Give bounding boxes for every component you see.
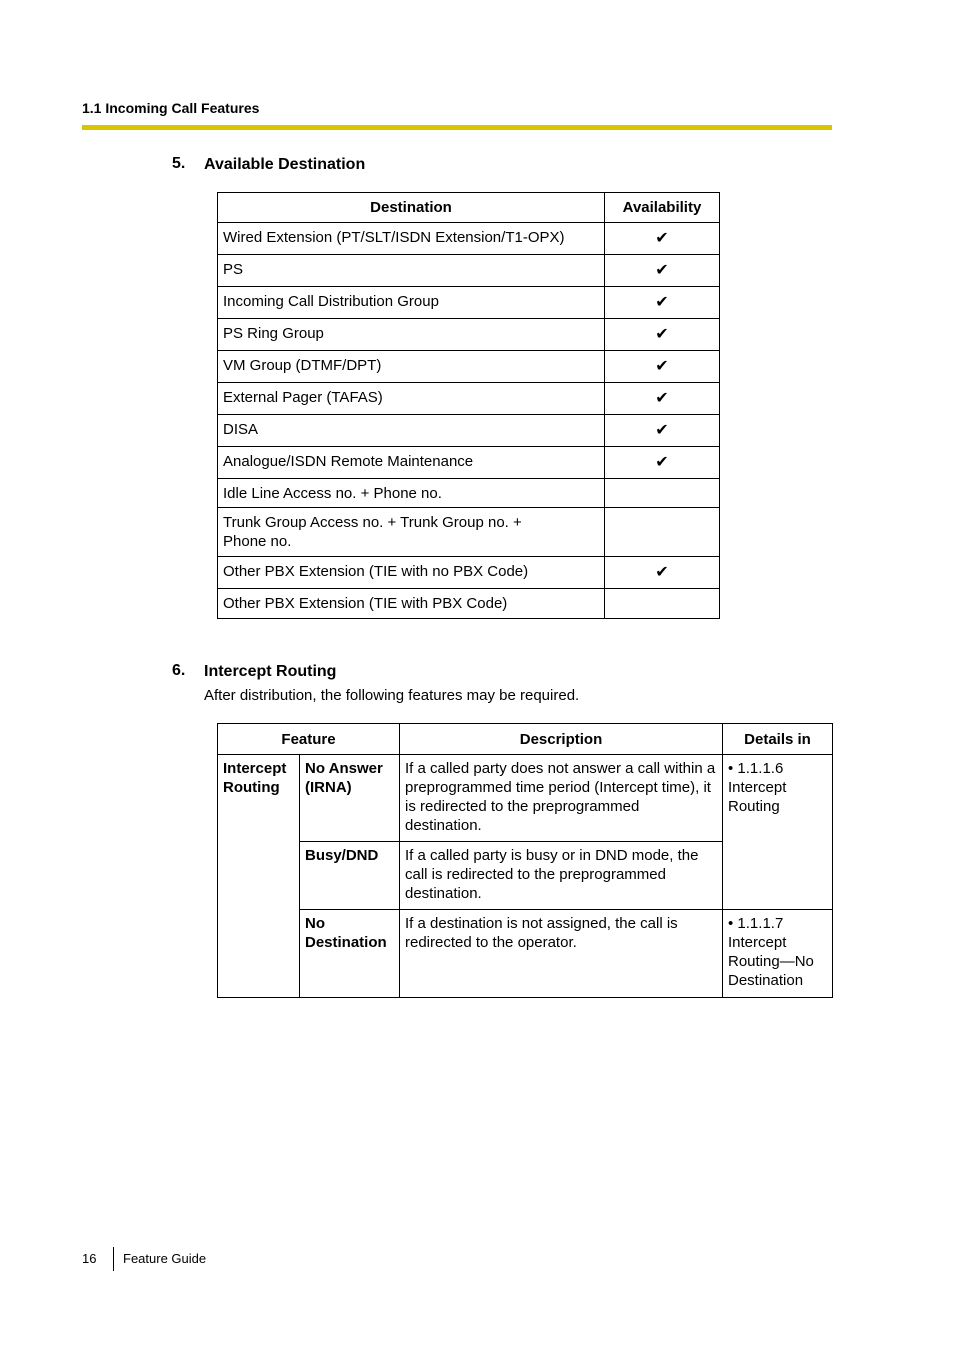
- destination-cell: DISA: [218, 415, 605, 447]
- details-cell: • 1.1.1.6 Intercept Routing: [723, 755, 833, 910]
- column-header-availability: Availability: [605, 193, 720, 223]
- table-row: [218, 447, 720, 479]
- destination-cell: Incoming Call Distribution Group: [218, 287, 605, 319]
- description-cell: If a destination is not assigned, the call is redirected to the operator.: [400, 910, 723, 998]
- subfeature-cell: Busy/DND: [300, 842, 400, 910]
- section-5-title: Available Destination: [204, 156, 366, 173]
- availability-check-icon: ✔: [605, 255, 720, 287]
- intercept-routing-table: [217, 723, 833, 998]
- section-6-intro: After distribution, the following features may be required.: [204, 687, 580, 704]
- destination-cell: Other PBX Extension (TIE with no PBX Code): [218, 557, 605, 589]
- destination-cell: External Pager (TAFAS): [218, 383, 605, 415]
- running-header: 1.1 Incoming Call Features: [82, 100, 260, 116]
- feature-group-cell: Intercept Routing: [218, 755, 300, 998]
- page-number: 16: [82, 1251, 97, 1266]
- availability-check-icon: ✔: [605, 383, 720, 415]
- footer-divider: [113, 1247, 114, 1271]
- table-row: [218, 255, 720, 287]
- destination-cell: PS: [218, 255, 605, 287]
- destination-cell: Other PBX Extension (TIE with PBX Code): [218, 589, 605, 619]
- availability-check-icon: ✔: [605, 351, 720, 383]
- availability-cell: [605, 508, 720, 557]
- availability-check-icon: ✔: [605, 287, 720, 319]
- details-cell: • 1.1.1.7 Intercept Routing—No Destination: [723, 910, 833, 998]
- table-row: [218, 508, 720, 557]
- availability-check-icon: ✔: [605, 319, 720, 351]
- availability-check-icon: ✔: [605, 415, 720, 447]
- table-row: [218, 415, 720, 447]
- section-6-number: 6.: [172, 662, 186, 679]
- section-6-title: Intercept Routing: [204, 663, 337, 680]
- table-row: [218, 319, 720, 351]
- column-header-feature: Feature: [218, 724, 400, 755]
- destination-cell: Analogue/ISDN Remote Maintenance: [218, 447, 605, 479]
- destination-cell: Wired Extension (PT/SLT/ISDN Extension/T1-OPX): [218, 223, 605, 255]
- availability-cell: [605, 479, 720, 508]
- section-5-number: 5.: [172, 155, 186, 172]
- subfeature-cell: No Destination: [300, 910, 400, 998]
- available-destination-table: [217, 192, 720, 619]
- availability-check-icon: ✔: [605, 223, 720, 255]
- availability-check-icon: ✔: [605, 557, 720, 589]
- column-header-details: Details in: [723, 724, 833, 755]
- subfeature-cell: No Answer (IRNA): [300, 755, 400, 842]
- destination-cell: PS Ring Group: [218, 319, 605, 351]
- footer-title: Feature Guide: [123, 1251, 207, 1266]
- description-cell: If a called party does not answer a call within a preprogrammed time period (Intercept time), it is redirected to the preprogrammed destination.: [400, 755, 723, 842]
- destination-cell: Trunk Group Access no. + Trunk Group no. + Phone no.: [218, 508, 605, 557]
- description-cell: If a called party is busy or in DND mode, the call is redirected to the preprogrammed destination.: [400, 842, 723, 910]
- table-header-row: [218, 193, 720, 223]
- table-row: [218, 589, 720, 619]
- column-header-description: Description: [400, 724, 723, 755]
- table-header-row: [218, 724, 833, 755]
- table-row: [218, 223, 720, 255]
- header-rule: [82, 125, 832, 130]
- table-row: [218, 351, 720, 383]
- availability-check-icon: ✔: [605, 447, 720, 479]
- table-row: [218, 287, 720, 319]
- table-row: [218, 557, 720, 589]
- availability-cell: [605, 589, 720, 619]
- table-row: [218, 479, 720, 508]
- table-row: [218, 910, 833, 998]
- destination-cell: VM Group (DTMF/DPT): [218, 351, 605, 383]
- table-row: [218, 383, 720, 415]
- table-row: [218, 755, 833, 842]
- column-header-destination: Destination: [218, 193, 605, 223]
- destination-cell: Idle Line Access no. + Phone no.: [218, 479, 605, 508]
